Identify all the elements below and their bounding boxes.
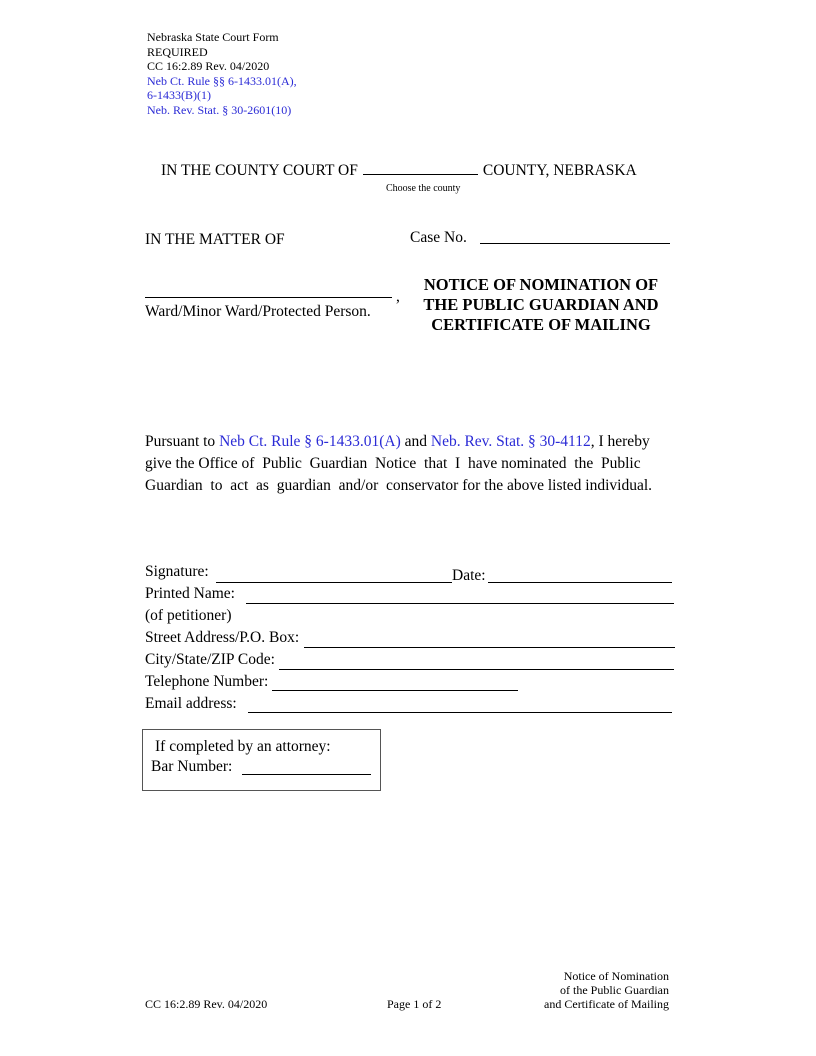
in-the-matter-label: IN THE MATTER OF	[145, 231, 285, 248]
case-no-label: Case No.	[410, 229, 467, 246]
footer-title-line-1: Notice of Nomination	[563, 969, 669, 983]
title-line-1: NOTICE OF NOMINATION OF	[423, 275, 659, 294]
bar-number-field[interactable]	[242, 774, 371, 775]
title-line-2: THE PUBLIC GUARDIAN AND	[423, 295, 659, 314]
bar-number-label: Bar Number:	[151, 758, 233, 775]
form-header	[147, 30, 297, 118]
email-label: Email address:	[145, 695, 237, 712]
attorney-heading: If completed by an attorney:	[155, 738, 331, 755]
ward-label: Ward/Minor Ward/Protected Person.	[145, 303, 371, 320]
street-address-label: Street Address/P.O. Box:	[145, 629, 300, 646]
header-line-3: CC 16:2.89 Rev. 04/2020	[147, 59, 270, 74]
ward-comma: ,	[396, 288, 400, 305]
header-line-1: Nebraska State Court Form	[147, 30, 279, 44]
body-line-2: give the Office of Public Guardian Notice that I have nominated the Public	[145, 455, 641, 472]
pursuant-text: Pursuant to	[145, 433, 216, 450]
printed-name-label: Printed Name:	[145, 585, 235, 602]
of-petitioner-label: (of petitioner)	[145, 607, 232, 624]
title-line-3: CERTIFICATE OF MAILING	[431, 315, 651, 334]
body-line-3: Guardian to act as guardian and/or conservator for the above listed individual.	[145, 477, 653, 494]
header-line-2: REQUIRED	[147, 44, 208, 59]
court-suffix: COUNTY, NEBRASKA	[482, 162, 637, 179]
rule-link[interactable]: Neb Ct. Rule § 6-1433.01(A)	[219, 433, 401, 450]
attorney-box	[142, 729, 381, 791]
footer-title-line-3: and Certificate of Mailing	[544, 997, 669, 1011]
city-state-zip-field[interactable]	[279, 669, 674, 670]
header-statute-link[interactable]: Neb. Rev. Stat. § 30-2601(10)	[147, 102, 292, 117]
county-select-field[interactable]	[363, 160, 478, 175]
ward-name-field[interactable]	[145, 297, 392, 298]
footer-form-id: CC 16:2.89 Rev. 04/2020	[145, 997, 268, 1011]
court-line	[161, 160, 637, 180]
header-rule-line-1[interactable]: Neb Ct. Rule §§ 6-1433.01(A),	[147, 73, 297, 88]
footer-title-line-2: of the Public Guardian	[560, 983, 669, 997]
header-rule-line-2[interactable]: 6-1433(B)(1)	[147, 88, 211, 103]
signature-label: Signature:	[145, 563, 209, 580]
statute-link[interactable]: Neb. Rev. Stat. § 30-4112	[430, 433, 591, 450]
email-field[interactable]	[248, 712, 672, 713]
telephone-field[interactable]	[272, 690, 518, 691]
date-label: Date:	[452, 567, 486, 584]
street-address-field[interactable]	[304, 647, 675, 648]
and-text: and	[404, 433, 427, 450]
signature-field[interactable]	[216, 582, 452, 583]
telephone-label: Telephone Number:	[145, 673, 269, 690]
printed-name-field[interactable]	[246, 603, 674, 604]
date-field[interactable]	[488, 582, 672, 583]
hereby-text: , I hereby	[590, 433, 650, 450]
county-hint: Choose the county	[386, 183, 461, 194]
court-prefix: IN THE COUNTY COURT OF	[161, 162, 358, 179]
city-state-zip-label: City/State/ZIP Code:	[145, 651, 275, 668]
footer-page-number: Page 1 of 2	[387, 997, 442, 1011]
document-title	[410, 275, 672, 335]
footer-title	[528, 969, 669, 1011]
case-no-field[interactable]	[480, 243, 670, 244]
notice-paragraph	[145, 431, 675, 497]
